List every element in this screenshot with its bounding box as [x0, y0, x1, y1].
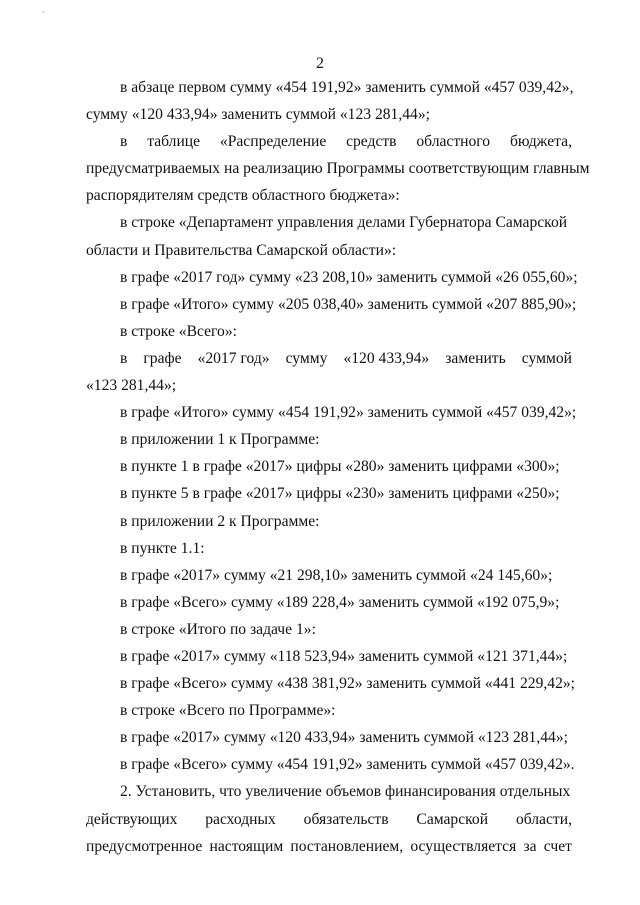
text-word: графе — [143, 349, 182, 367]
text-word: «120 433,94» — [343, 349, 430, 367]
text-word: «2017 год» — [197, 349, 270, 367]
text-line: в строке «Итого по задаче 1»: — [120, 620, 316, 638]
text-line: сумму «120 433,94» заменить суммой «123 281,44»; — [86, 106, 430, 124]
text-line: в приложении 1 к Программе: — [120, 431, 320, 449]
text-word: областного — [416, 133, 491, 151]
text-line: 2. Установить, что увеличение объемов финансирования отдельных — [120, 783, 571, 801]
text-line: в пункте 1 в графе «2017» цифры «280» заменить цифрами «300»; — [120, 458, 560, 476]
text-line: в графе «Итого» сумму «205 038,40» заменить суммой «207 885,90»; — [120, 295, 577, 313]
text-line: распорядителям средств областного бюджета»: — [86, 187, 400, 205]
text-line: в абзаце первом сумму «454 191,92» заменить суммой «457 039,42», — [120, 79, 574, 96]
text-word: сумму — [285, 349, 328, 367]
corner-mark: ` — [42, 10, 45, 20]
text-word: предусмотренное — [86, 837, 203, 855]
text-word: заменить — [445, 349, 506, 367]
text-word: расходных — [205, 810, 276, 828]
text-word: действующих — [86, 810, 178, 828]
text-line: в графе «2017» сумму «120 433,94» заменить суммой «123 281,44»; — [120, 729, 568, 747]
text-line: «123 281,44»; — [86, 377, 177, 395]
text-word: за — [523, 837, 537, 855]
text-line: предусматриваемых на реализацию Программы соответствующим главным — [86, 160, 590, 178]
text-line: в пункте 1.1: — [120, 539, 205, 557]
text-line: в графе «2017 год» сумму «23 208,10» заменить суммой «26 055,60»; — [120, 268, 578, 286]
text-line: в строке «Всего по Программе»: — [120, 702, 336, 720]
text-line — [86, 833, 572, 860]
text-line: в графе «Всего» сумму «189 228,4» заменить суммой «192 075,9»; — [120, 593, 560, 611]
text-line — [86, 806, 572, 833]
text-line: в графе «Итого» сумму «454 191,92» заменить суммой «457 039,42»; — [120, 404, 577, 422]
text-line: в строке «Департамент управления делами Губернатора Самарской — [120, 214, 568, 232]
body-text — [86, 74, 590, 860]
text-line: в приложении 2 к Программе: — [120, 512, 320, 530]
text-word: таблице — [147, 133, 201, 151]
page-number: 2 — [316, 55, 324, 72]
text-line: в графе «Всего» сумму «438 381,92» заменить суммой «441 229,42»; — [120, 675, 575, 693]
text-line: в пункте 5 в графе «2017» цифры «230» заменить цифрами «250»; — [120, 485, 560, 503]
text-word: средств — [346, 133, 397, 151]
text-word: «Распределение — [219, 133, 327, 151]
text-line: в графе «2017» сумму «118 523,94» заменить суммой «121 371,44»; — [120, 647, 568, 665]
text-word: бюджета, — [509, 133, 572, 151]
text-line: в графе «Всего» сумму «454 191,92» заменить суммой «457 039,42». — [120, 756, 575, 774]
text-word: обязательств — [303, 810, 389, 828]
text-line — [86, 345, 572, 372]
text-line — [86, 128, 572, 155]
text-word: постановлением, — [290, 837, 404, 855]
text-word: осуществляется — [410, 837, 517, 855]
text-word: Самарской — [416, 810, 489, 828]
text-line: области и Правительства Самарской области»: — [86, 241, 397, 259]
text-word: суммой — [521, 349, 572, 367]
text-word: счет — [543, 837, 572, 855]
text-word: настоящим — [209, 837, 284, 855]
text-word: области, — [515, 810, 572, 828]
text-line: в графе «2017» сумму «21 298,10» заменить суммой «24 145,60»; — [120, 566, 553, 584]
text-word: в — [120, 133, 128, 151]
text-line: в строке «Всего»: — [120, 322, 237, 340]
text-word: в — [120, 349, 128, 367]
